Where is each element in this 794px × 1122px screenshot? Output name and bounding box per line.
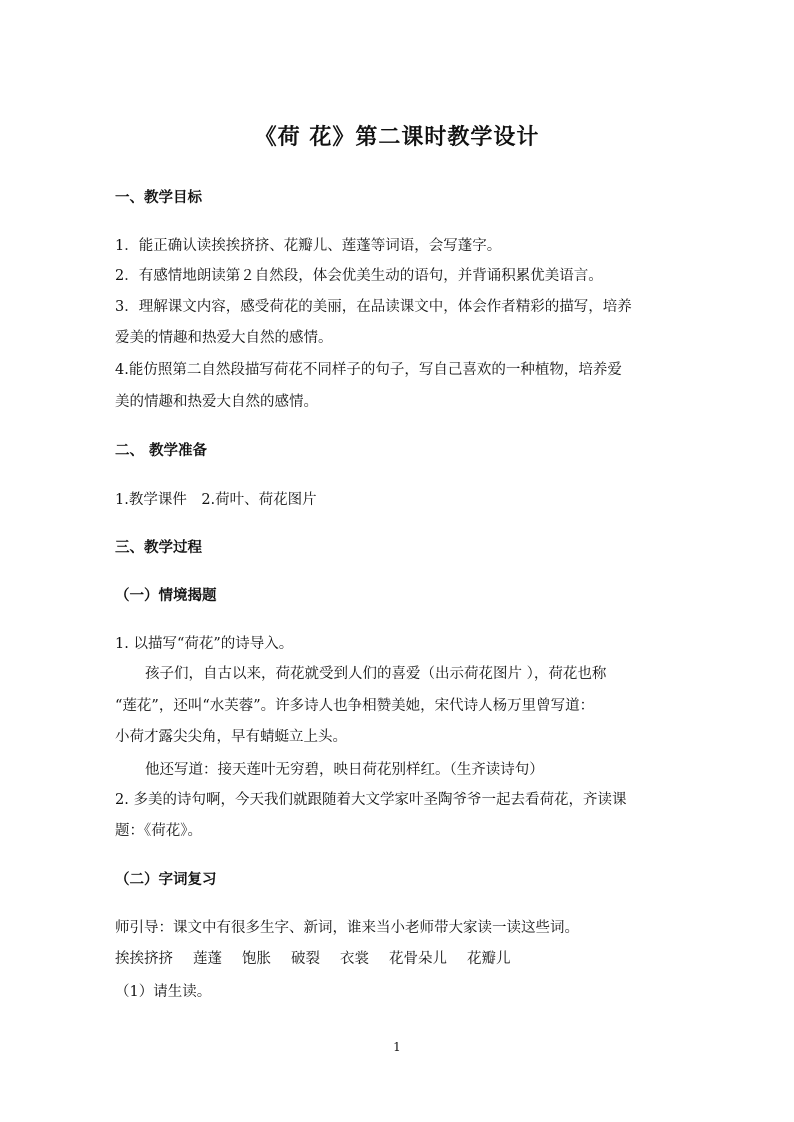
goal-item-4-cont: 美的情趣和热爱大自然的感情。 bbox=[115, 394, 318, 410]
vocab-word: 花骨朵儿 bbox=[389, 951, 447, 967]
vocabulary-word-list bbox=[115, 949, 695, 969]
goal-item-1: 1．能正确认读挨挨挤挤、花瓣儿、莲蓬等词语，会写蓬字。 bbox=[115, 238, 502, 254]
page-number: 1 bbox=[393, 1040, 401, 1054]
part-heading-intro: （一）情境揭题 bbox=[115, 587, 217, 604]
section-heading-preparation: 二、 教学准备 bbox=[115, 442, 208, 459]
intro-line-6: 2. 多美的诗句啊，今天我们就跟随着大文学家叶圣陶爷爷一起去看荷花，齐读课 bbox=[115, 792, 627, 808]
section-heading-teaching-goals: 一、教学目标 bbox=[115, 189, 202, 206]
goal-item-3: 3．理解课文内容，感受荷花的美丽，在品读课文中，体会作者精彩的描写，培养 bbox=[115, 299, 632, 315]
vocab-word: 莲蓬 bbox=[193, 951, 222, 967]
intro-line-5: 他还写道：接天莲叶无穷碧，映日荷花别样红。（生齐读诗句） bbox=[145, 762, 544, 778]
intro-line-7: 题：《荷花》。 bbox=[115, 823, 202, 839]
vocab-word: 破裂 bbox=[291, 951, 320, 967]
goal-item-4: 4.能仿照第二自然段描写荷花不同样子的句子，写自己喜欢的一种植物，培养爱 bbox=[115, 362, 622, 378]
section-heading-process: 三、教学过程 bbox=[115, 539, 202, 556]
vocab-word: 挨挨挤挤 bbox=[115, 951, 173, 967]
part-heading-vocabulary: （二）字词复习 bbox=[115, 871, 217, 888]
vocab-word: 饱胀 bbox=[242, 951, 271, 967]
goal-item-2: 2．有感情地朗读第２自然段，体会优美生动的语句，并背诵积累优美语言。 bbox=[115, 268, 603, 284]
vocab-word: 花瓣儿 bbox=[467, 951, 511, 967]
goal-item-3-cont: 爱美的情趣和热爱大自然的感情。 bbox=[115, 330, 333, 346]
intro-line-2: 孩子们，自古以来，荷花就受到人们的喜爱（出示荷花图片 ），荷花也称 bbox=[145, 666, 607, 682]
intro-line-4: 小荷才露尖尖角，早有蜻蜓立上头。 bbox=[115, 729, 347, 745]
intro-line-3: “莲花”，还叫“水芙蓉”。许多诗人也争相赞美她，宋代诗人杨万里曾写道： bbox=[115, 698, 595, 714]
vocab-word: 衣裳 bbox=[340, 951, 369, 967]
vocabulary-step-1: （1）请生读。 bbox=[115, 984, 212, 1000]
vocabulary-intro: 师引导：课文中有很多生字、新词，谁来当小老师带大家读一读这些词。 bbox=[115, 920, 579, 936]
preparation-content: 1.教学课件 2.荷叶、荷花图片 bbox=[115, 492, 317, 508]
intro-line-1: 1. 以描写“荷花”的诗导入。 bbox=[115, 636, 294, 652]
document-title: 《荷 花》第二课时教学设计 bbox=[254, 124, 540, 150]
